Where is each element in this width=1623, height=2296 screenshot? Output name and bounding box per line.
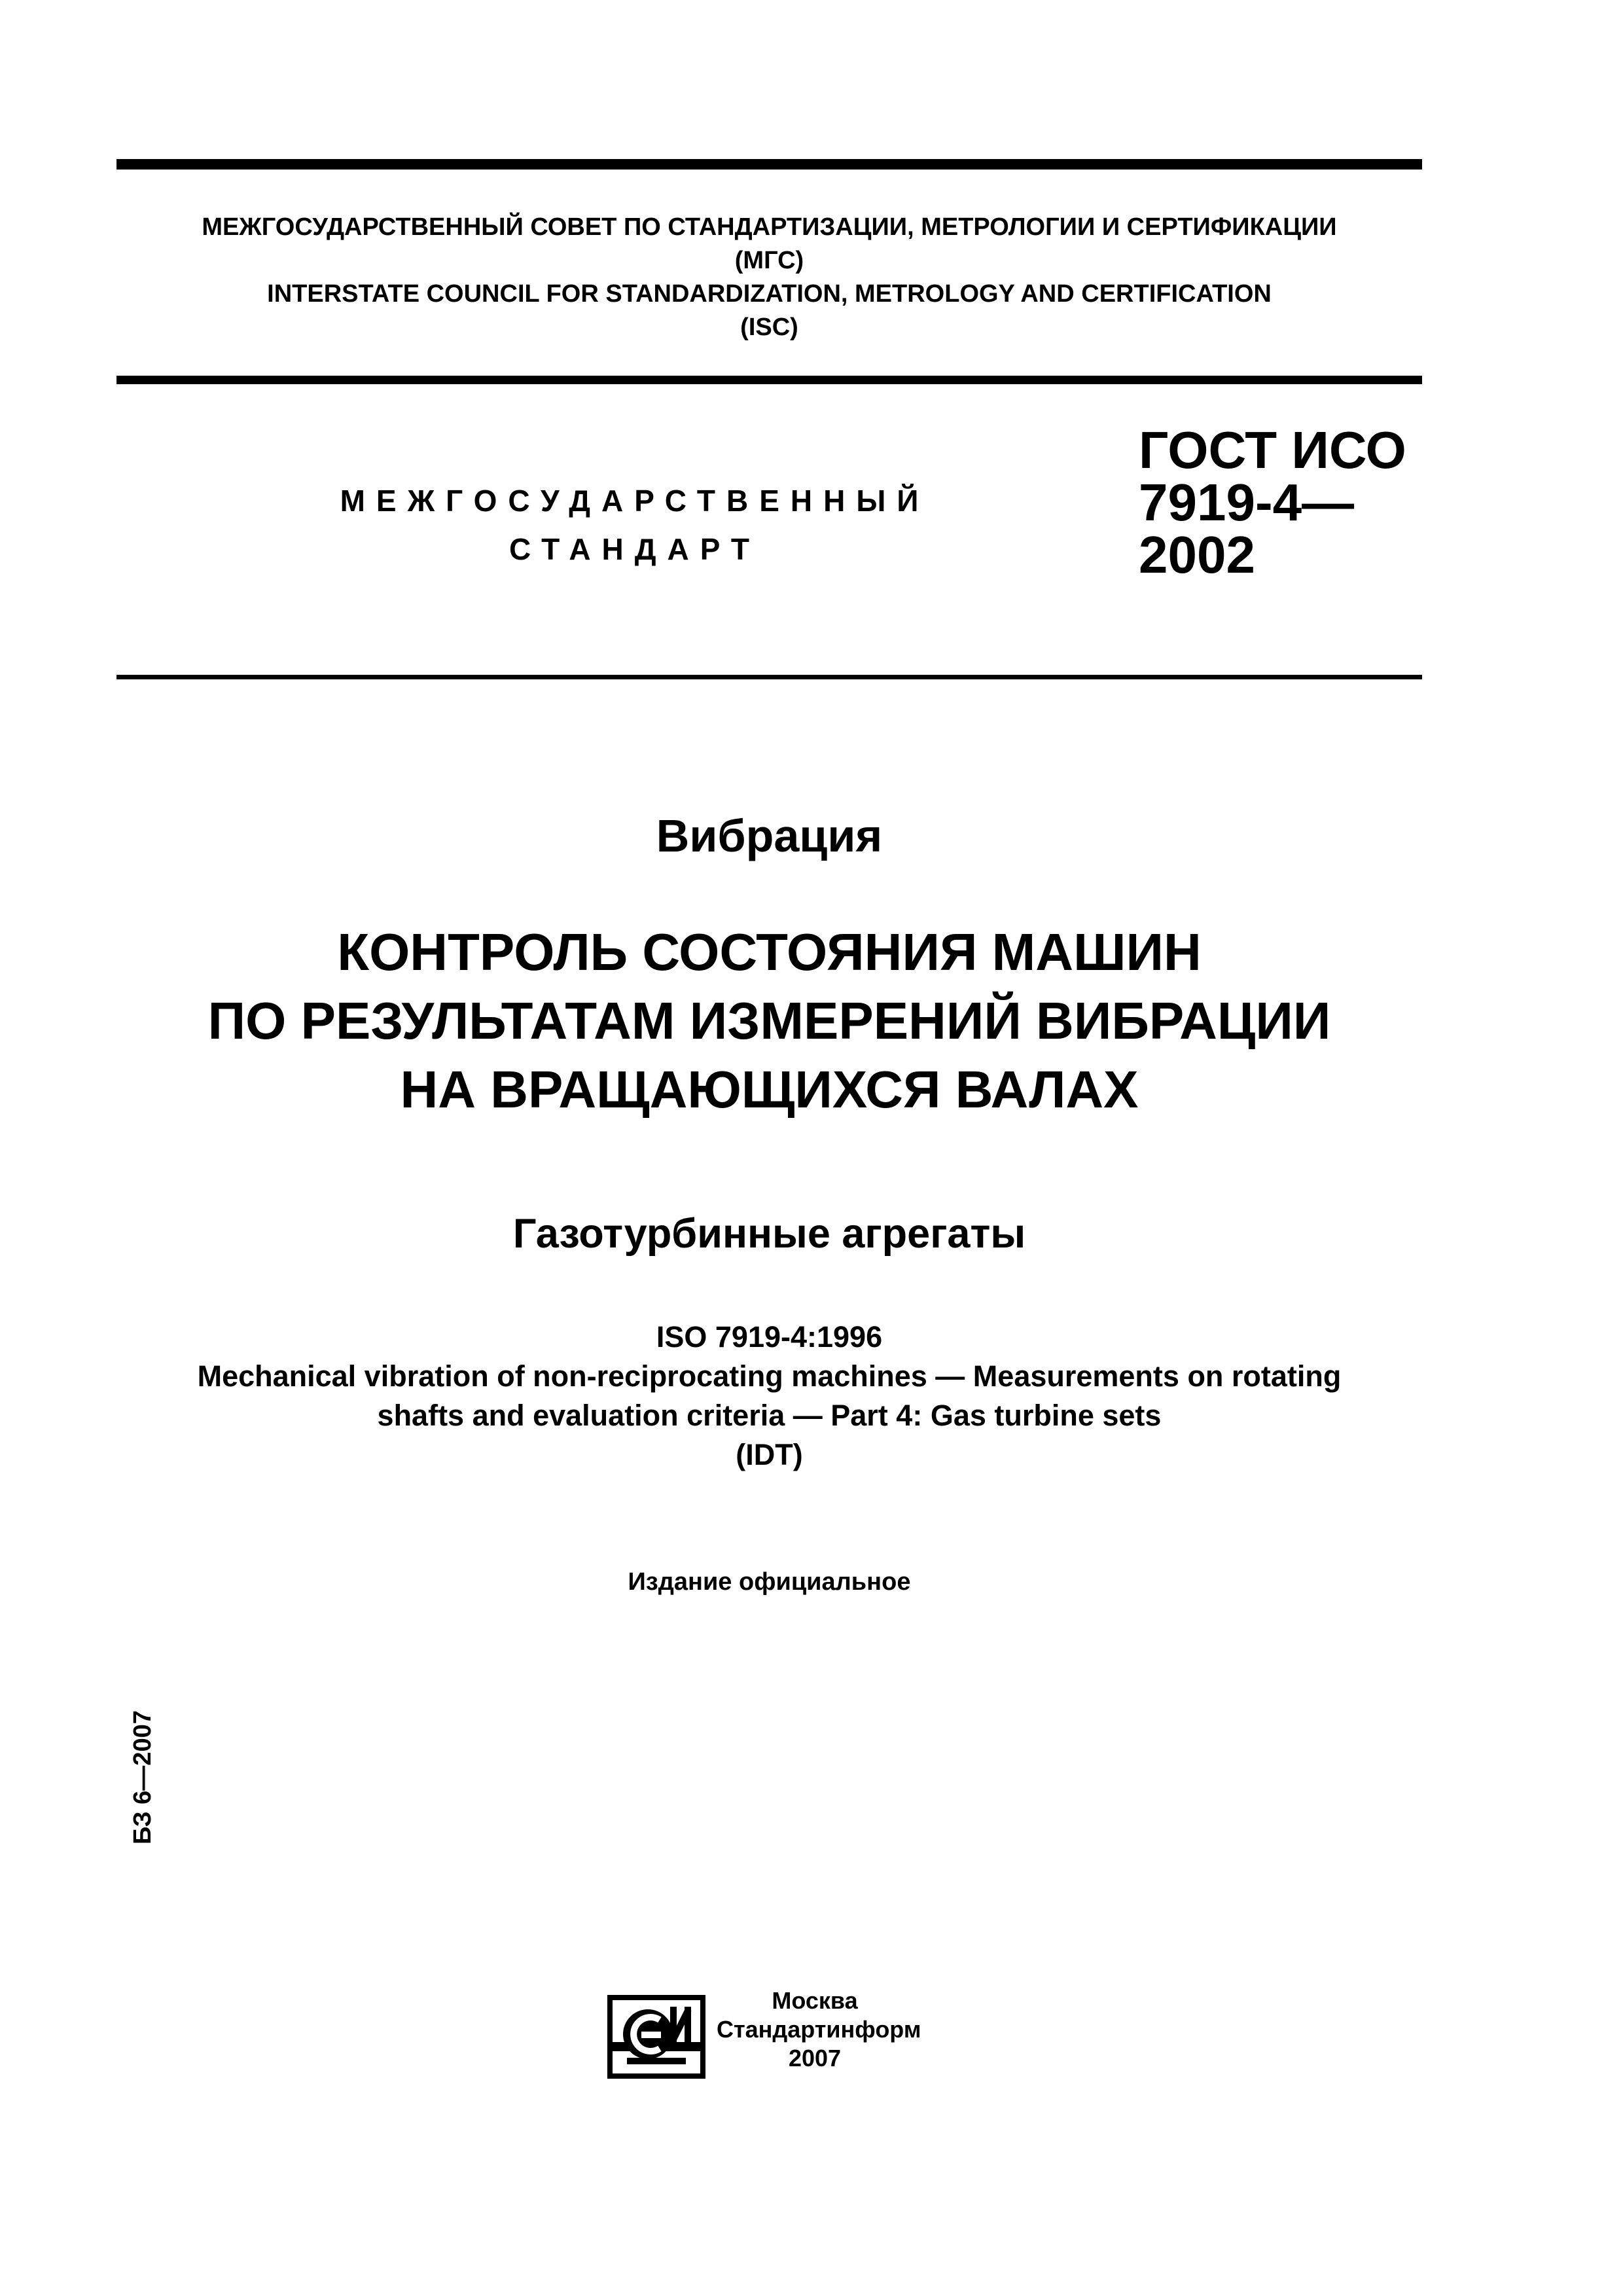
publisher-city: Москва [772, 1987, 858, 2014]
publisher-year: 2007 [788, 2045, 842, 2072]
council-header [116, 211, 1422, 344]
main-title-line3: НА ВРАЩАЮЩИХСЯ ВАЛАХ [400, 1060, 1139, 1119]
publisher-name: Стандартинформ [717, 2016, 921, 2043]
top-rule [116, 159, 1422, 170]
main-title-line1: КОНТРОЛЬ СОСТОЯНИЯ МАШИН [337, 923, 1202, 981]
document-subtitle: Газотурбинные агрегаты [512, 1211, 1026, 1257]
standard-type [281, 476, 988, 573]
middle-rule [116, 376, 1422, 384]
iso-title-line1: Mechanical vibration of non-reciprocating machines — Measurements on rotating [197, 1359, 1342, 1393]
standard-type-line1: МЕЖГОСУДАРСТВЕННЫЙ [340, 484, 930, 518]
designation-line2: 7919-4— [1139, 473, 1355, 531]
standard-designation [1139, 421, 1427, 584]
main-title [116, 918, 1422, 1124]
standartinform-logo-icon [607, 1995, 705, 2079]
iso-reference [116, 1318, 1422, 1475]
logo-graphic [607, 1995, 705, 2079]
standard-type-line2: СТАНДАРТ [509, 532, 760, 566]
designation-line3: 2002 [1139, 526, 1255, 584]
side-code: БЗ 6—2007 [129, 1710, 156, 1844]
edition-label: Издание официальное [628, 1568, 911, 1596]
publisher-block [717, 1986, 921, 2073]
council-name-ru: МЕЖГОСУДАРСТВЕННЫЙ СОВЕТ ПО СТАНДАРТИЗАЦИИ, МЕТРОЛОГИИ И СЕРТИФИКАЦИИ [202, 213, 1337, 241]
iso-code: ISO 7919-4:1996 [656, 1320, 883, 1354]
lower-rule [116, 675, 1422, 679]
iso-degree: (IDT) [736, 1438, 803, 1471]
document-theme: Вибрация [656, 810, 883, 861]
council-abbr-ru: (МГС) [734, 247, 804, 274]
council-name-en: INTERSTATE COUNCIL FOR STANDARDIZATION, METROLOGY AND CERTIFICATION [267, 280, 1272, 308]
designation-line1: ГОСТ ИСО [1139, 421, 1406, 479]
council-abbr-en: (ISC) [740, 314, 798, 341]
iso-title-line2: shafts and evaluation criteria — Part 4: Gas turbine sets [377, 1399, 1162, 1432]
main-title-line2: ПО РЕЗУЛЬТАТАМ ИЗМЕРЕНИЙ ВИБРАЦИИ [207, 992, 1331, 1050]
